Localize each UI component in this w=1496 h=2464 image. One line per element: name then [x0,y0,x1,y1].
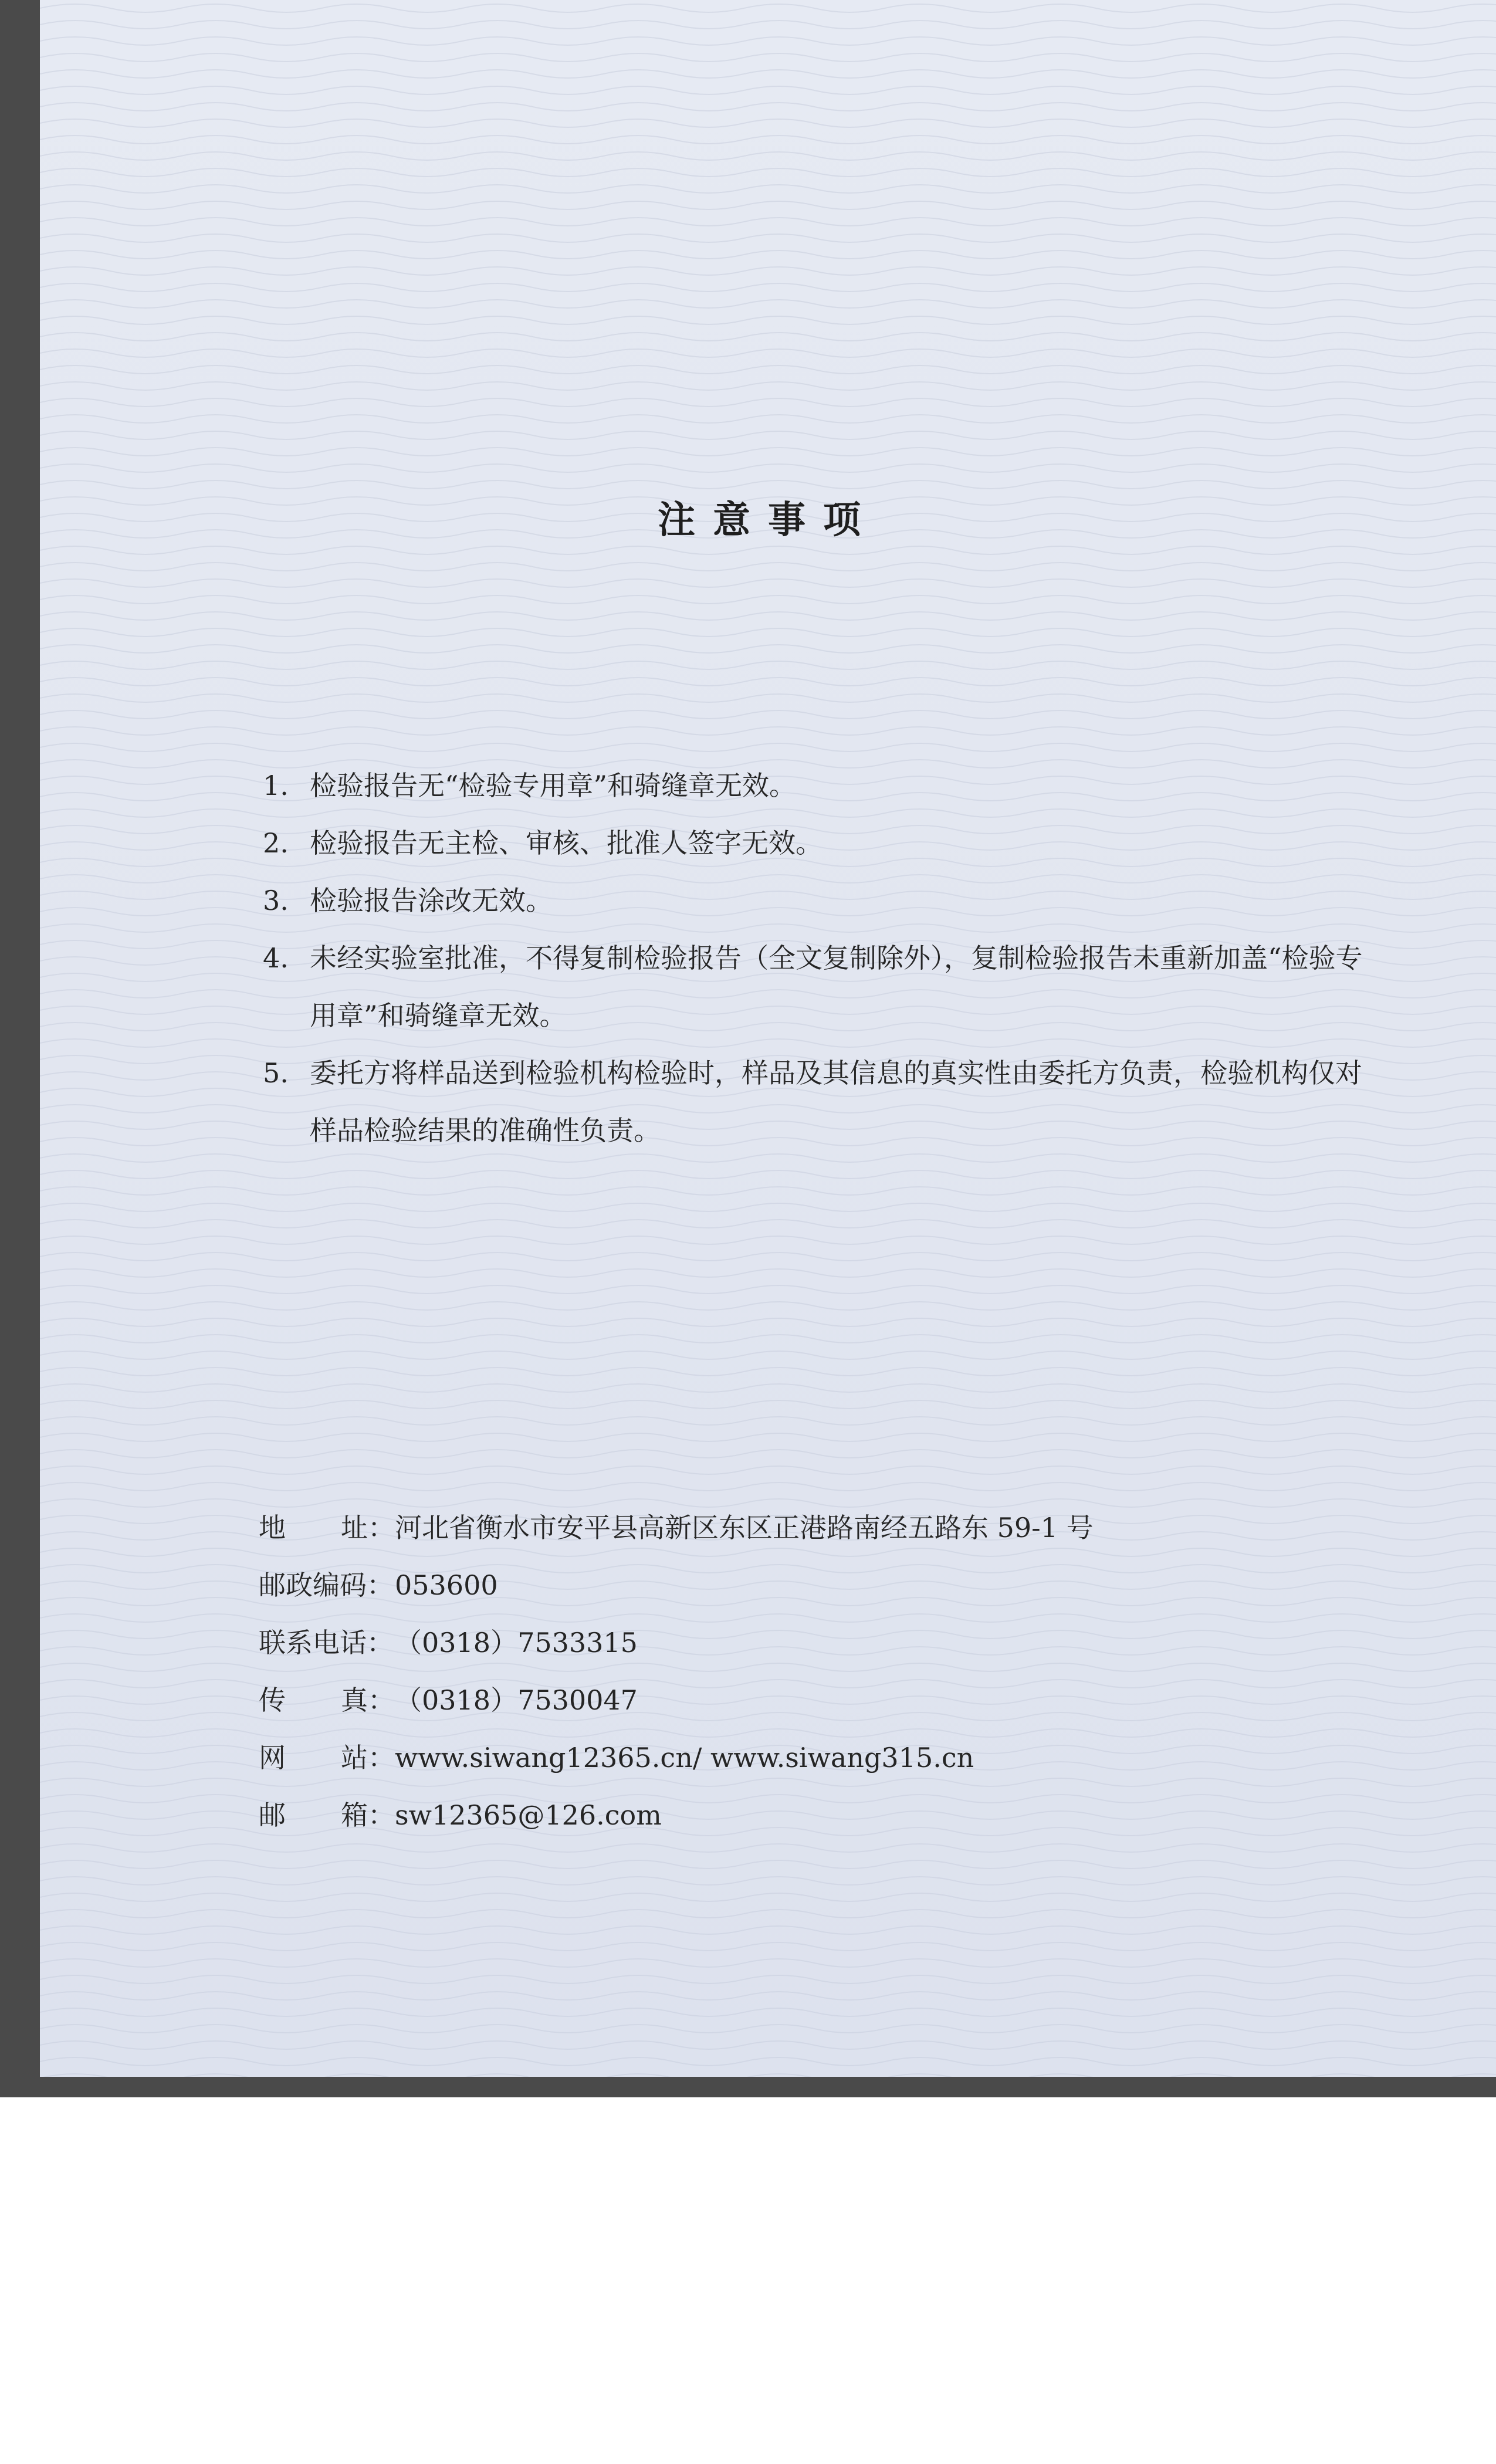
contact-label [259,1671,395,1729]
contact-label [259,1499,395,1556]
fax-value: （0318）7530047 [395,1684,638,1716]
notice-number: 2. [263,827,289,859]
contact-fax [259,1671,1373,1729]
contact-label-b: 箱： [341,1799,395,1831]
contact-label-a: 邮 [259,1799,286,1831]
contact-phone [259,1614,1373,1671]
contact-label [259,1614,395,1671]
notice-number: 1. [263,770,289,801]
notice-number: 4. [263,942,289,974]
notice-text: 检验报告涂改无效。 [310,885,553,916]
notice-item-1 [263,757,1377,814]
notice-item-2 [263,814,1377,872]
contact-postcode [259,1556,1373,1614]
notice-item-3 [263,872,1377,929]
email-value: sw12365@126.com [395,1799,662,1831]
notice-number: 5. [263,1057,289,1089]
contact-address [259,1499,1373,1556]
notice-list [263,757,1377,1159]
address-value: 河北省衡水市安平县高新区东区正港路南经五路东 59-1 号 [395,1512,1094,1544]
contact-info [259,1499,1373,1844]
contact-label-b: ： [367,1627,394,1659]
contact-label-b: ： [367,1569,394,1601]
contact-label [259,1786,395,1844]
contact-website [259,1729,1373,1786]
postcode-value: 053600 [395,1569,498,1601]
notice-item-4 [263,929,1377,1044]
contact-label-a: 邮政编码 [259,1569,367,1601]
phone-value: （0318）7533315 [395,1627,638,1659]
notice-text: 委托方将样品送到检验机构检验时，样品及其信息的真实性由委托方负责，检验机构仅对样品检验结果的准确性负责。 [310,1057,1362,1146]
contact-label-b: 站： [341,1742,395,1773]
contact-label-b: 真： [341,1684,395,1716]
contact-label-b: 址： [341,1512,395,1544]
contact-label [259,1556,395,1614]
contact-label-a: 传 [259,1684,286,1716]
contact-email [259,1786,1373,1844]
notice-text: 未经实验室批准，不得复制检验报告（全文复制除外），复制检验报告未重新加盖“检验专用章”和骑缝章无效。 [310,942,1363,1031]
website-value: www.siwang12365.cn/ www.siwang315.cn [395,1742,974,1773]
page-title: 注意事项 [658,498,878,542]
contact-label-a: 网 [259,1742,286,1773]
document-page [40,0,1496,2077]
notice-number: 3. [263,885,289,916]
notice-item-5 [263,1044,1377,1159]
contact-label [259,1729,395,1786]
notice-text: 检验报告无“检验专用章”和骑缝章无效。 [310,770,797,801]
notice-text: 检验报告无主检、审核、批准人签字无效。 [310,827,823,859]
contact-label-a: 地 [259,1512,286,1544]
contact-label-a: 联系电话 [259,1627,367,1659]
